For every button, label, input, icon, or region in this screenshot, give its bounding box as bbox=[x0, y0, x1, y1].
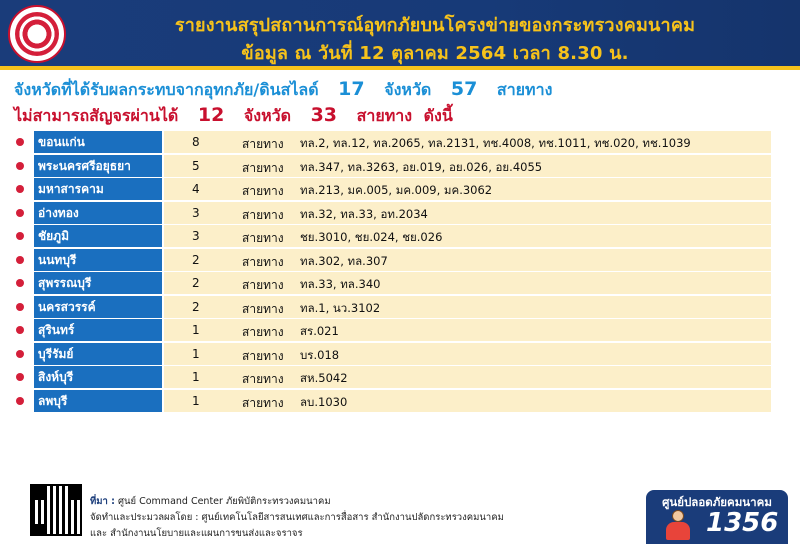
row-details bbox=[164, 319, 771, 341]
province-name: สิงห์บุรี bbox=[34, 366, 162, 388]
bullet-icon bbox=[16, 326, 24, 334]
row-details bbox=[164, 178, 771, 200]
footer-source-text: ศูนย์ Command Center ภัยพิบัติกระทรวงคมนาคม bbox=[118, 496, 331, 507]
route-label: สายทาง bbox=[242, 160, 284, 175]
qr-code bbox=[30, 484, 82, 536]
bullet-icon bbox=[16, 185, 24, 193]
route-label: สายทาง bbox=[242, 207, 284, 222]
route-label: สายทาง bbox=[242, 348, 284, 363]
route-count: 1 bbox=[192, 393, 200, 408]
province-name: นครสวรรค์ bbox=[34, 296, 162, 318]
route-count: 8 bbox=[192, 135, 200, 149]
route-count: 3 bbox=[192, 229, 200, 243]
table-row bbox=[0, 366, 800, 388]
bullet-icon bbox=[16, 138, 24, 146]
route-list: ทล.2, ทล.12, ทล.2065, ทล.2131, ทช.4008, ทช.1011, ทช.020, ทช.1039 bbox=[300, 136, 691, 150]
province-name: บุรีรัมย์ bbox=[34, 343, 162, 365]
route-list: ทล.33, ทล.340 bbox=[300, 277, 381, 291]
route-list: สร.021 bbox=[300, 324, 339, 338]
hotline-number: 1356 bbox=[706, 508, 779, 538]
route-list: ทล.347, ทล.3263, อย.019, อย.026, อย.4055 bbox=[300, 159, 543, 174]
route-count: 3 bbox=[192, 205, 200, 220]
route-label: สายทาง bbox=[242, 372, 284, 386]
hotline-label: ศูนย์ปลอดภัยคมนาคม bbox=[662, 495, 772, 509]
table-row bbox=[0, 155, 800, 177]
bullet-icon bbox=[16, 256, 24, 264]
route-label: สายทาง bbox=[242, 137, 284, 151]
affected-summary-text: จังหวัดที่ได้รับผลกระทบจากอุทกภัย/ดินสไลด์ bbox=[14, 80, 319, 99]
affected-routes-count: 57 bbox=[450, 78, 478, 100]
route-list: ชย.3010, ชย.024, ชย.026 bbox=[300, 230, 443, 244]
impassable-provinces-unit: จังหวัด bbox=[243, 106, 291, 125]
table-row bbox=[0, 343, 800, 365]
province-name: ชัยภูมิ bbox=[34, 225, 162, 247]
affected-provinces-count: 17 bbox=[338, 78, 365, 100]
route-label: สายทาง bbox=[242, 254, 284, 269]
bullet-icon bbox=[16, 279, 24, 287]
bullet-icon bbox=[16, 350, 24, 358]
row-details bbox=[164, 343, 771, 365]
table-row bbox=[0, 319, 800, 341]
affected-provinces-unit: จังหวัด bbox=[384, 80, 432, 99]
route-list: ทล.32, ทล.33, อท.2034 bbox=[300, 206, 428, 221]
row-details bbox=[164, 131, 771, 153]
route-label: สายทาง bbox=[242, 325, 284, 339]
table-row bbox=[0, 390, 800, 412]
row-details bbox=[164, 390, 771, 412]
impassable-summary-text: ไม่สามารถสัญจรผ่านได้ bbox=[14, 106, 179, 125]
bullet-icon bbox=[16, 232, 24, 240]
route-count: 1 bbox=[192, 346, 200, 361]
table-row bbox=[0, 249, 800, 271]
hotline-badge bbox=[646, 490, 788, 544]
route-count: 4 bbox=[192, 182, 200, 196]
route-count: 2 bbox=[192, 299, 200, 314]
route-count: 1 bbox=[192, 323, 200, 337]
route-label: สายทาง bbox=[242, 301, 284, 316]
province-name: นนทบุรี bbox=[34, 249, 162, 271]
affected-routes-unit: สายทาง bbox=[496, 80, 553, 99]
province-name: อ่างทอง bbox=[34, 202, 162, 224]
row-details bbox=[164, 296, 771, 318]
route-list: ทล.213, มค.005, มค.009, มค.3062 bbox=[300, 183, 493, 197]
table-row bbox=[0, 131, 800, 153]
province-name: ลพบุรี bbox=[34, 390, 162, 412]
footer-source bbox=[90, 494, 331, 509]
province-name: มหาสารคาม bbox=[34, 178, 162, 200]
route-list: บร.018 bbox=[300, 347, 340, 362]
footer-source-key: ที่มา : bbox=[90, 496, 115, 507]
route-count: 5 bbox=[192, 158, 200, 173]
header-bar bbox=[0, 0, 800, 70]
affected-summary bbox=[14, 78, 552, 103]
bullet-icon bbox=[16, 303, 24, 311]
row-details bbox=[164, 366, 771, 388]
route-list: สห.5042 bbox=[300, 371, 348, 385]
route-list: ทล.302, ทล.307 bbox=[300, 253, 388, 268]
row-details bbox=[164, 155, 771, 177]
row-details bbox=[164, 202, 771, 224]
row-details bbox=[164, 249, 771, 271]
route-list: ลบ.1030 bbox=[300, 394, 348, 409]
impassable-summary bbox=[14, 104, 453, 129]
row-details bbox=[164, 225, 771, 247]
province-name: ขอนแก่น bbox=[34, 131, 162, 153]
table-row bbox=[0, 178, 800, 200]
bullet-icon bbox=[16, 162, 24, 170]
table-row bbox=[0, 272, 800, 294]
province-name: พระนครศรีอยุธยา bbox=[34, 155, 162, 177]
table-row bbox=[0, 202, 800, 224]
route-label: สายทาง bbox=[242, 184, 284, 198]
header-accent-line bbox=[0, 66, 800, 70]
report-title: รายงานสรุปสถานการณ์อุทกภัยบนโครงข่ายของกระทรวงคมนาคม bbox=[174, 15, 696, 36]
ministry-logo bbox=[8, 5, 66, 63]
bullet-icon bbox=[16, 397, 24, 405]
impassable-routes-unit: สายทาง bbox=[356, 106, 413, 125]
operator-icon bbox=[664, 510, 692, 540]
route-count: 2 bbox=[192, 276, 200, 290]
row-details bbox=[164, 272, 771, 294]
footer-prepared-by: จัดทำและประมวลผลโดย : ศูนย์เทคโนโลยีสารสนเทศและการสื่อสาร สำนักงานปลัดกระทรวงคมนาคม bbox=[90, 512, 504, 523]
bullet-icon bbox=[16, 209, 24, 217]
route-list: ทล.1, นว.3102 bbox=[300, 300, 381, 315]
route-count: 2 bbox=[192, 252, 200, 267]
route-label: สายทาง bbox=[242, 278, 284, 292]
table-row bbox=[0, 296, 800, 318]
impassable-provinces-count: 12 bbox=[197, 104, 225, 126]
table-row bbox=[0, 225, 800, 247]
footer-agency: และ สำนักงานนโยบายและแผนการขนส่งและจราจร bbox=[90, 528, 303, 539]
route-label: สายทาง bbox=[242, 231, 284, 245]
report-date: ข้อมูล ณ วันที่ 12 ตุลาคม 2564 เวลา 8.30 น. bbox=[241, 43, 629, 64]
province-name: สุพรรณบุรี bbox=[34, 272, 162, 294]
impassable-routes-count: 33 bbox=[310, 104, 338, 126]
route-count: 1 bbox=[192, 370, 200, 384]
impassable-suffix: ดังนี้ bbox=[423, 106, 453, 125]
province-name: สุรินทร์ bbox=[34, 319, 162, 341]
bullet-icon bbox=[16, 373, 24, 381]
route-label: สายทาง bbox=[242, 395, 284, 410]
